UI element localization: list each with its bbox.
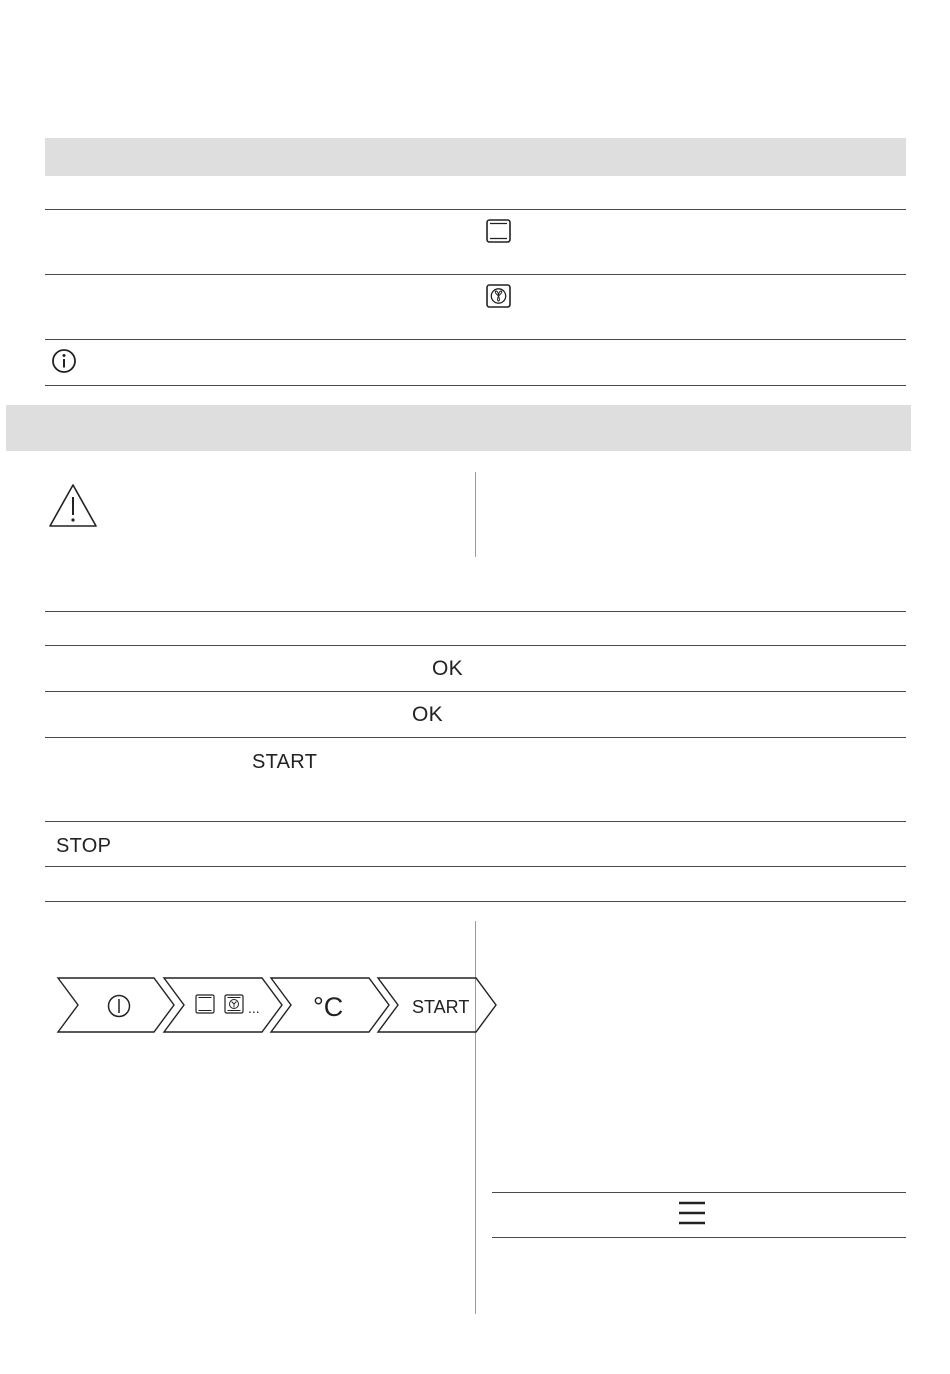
start-label: START [412, 997, 470, 1017]
column-divider [475, 472, 476, 557]
table-rule [492, 1192, 906, 1193]
section-header-band [6, 405, 911, 451]
table-rule [45, 866, 906, 867]
table-rule [45, 901, 906, 902]
section-header-band [45, 138, 906, 176]
functions-ellipsis: ... [248, 1000, 260, 1016]
table-rule [45, 611, 906, 612]
oven-fan-icon [225, 995, 243, 1013]
flow-step-functions [164, 978, 282, 1032]
table-rule [45, 209, 906, 210]
table-rule [45, 339, 906, 340]
oven-fan-icon [486, 284, 512, 308]
table-rule [492, 1237, 906, 1238]
start-label: START [252, 751, 318, 773]
stop-label: STOP [56, 835, 112, 857]
table-rule [45, 274, 906, 275]
table-rule [45, 821, 906, 822]
table-rule [45, 691, 906, 692]
ok-label: OK [412, 703, 443, 726]
power-icon [109, 996, 130, 1017]
table-rule [45, 737, 906, 738]
flow-step-power [58, 978, 174, 1032]
oven-conventional-icon [196, 995, 214, 1013]
table-rule [45, 385, 906, 386]
oven-conventional-icon [486, 219, 512, 243]
temperature-label: °C [313, 992, 344, 1022]
menu-icon [678, 1199, 706, 1227]
table-rule [45, 645, 906, 646]
info-icon [51, 348, 77, 374]
ok-label: OK [432, 657, 463, 680]
flow-diagram [56, 975, 498, 1035]
warning-triangle-icon [48, 483, 98, 528]
